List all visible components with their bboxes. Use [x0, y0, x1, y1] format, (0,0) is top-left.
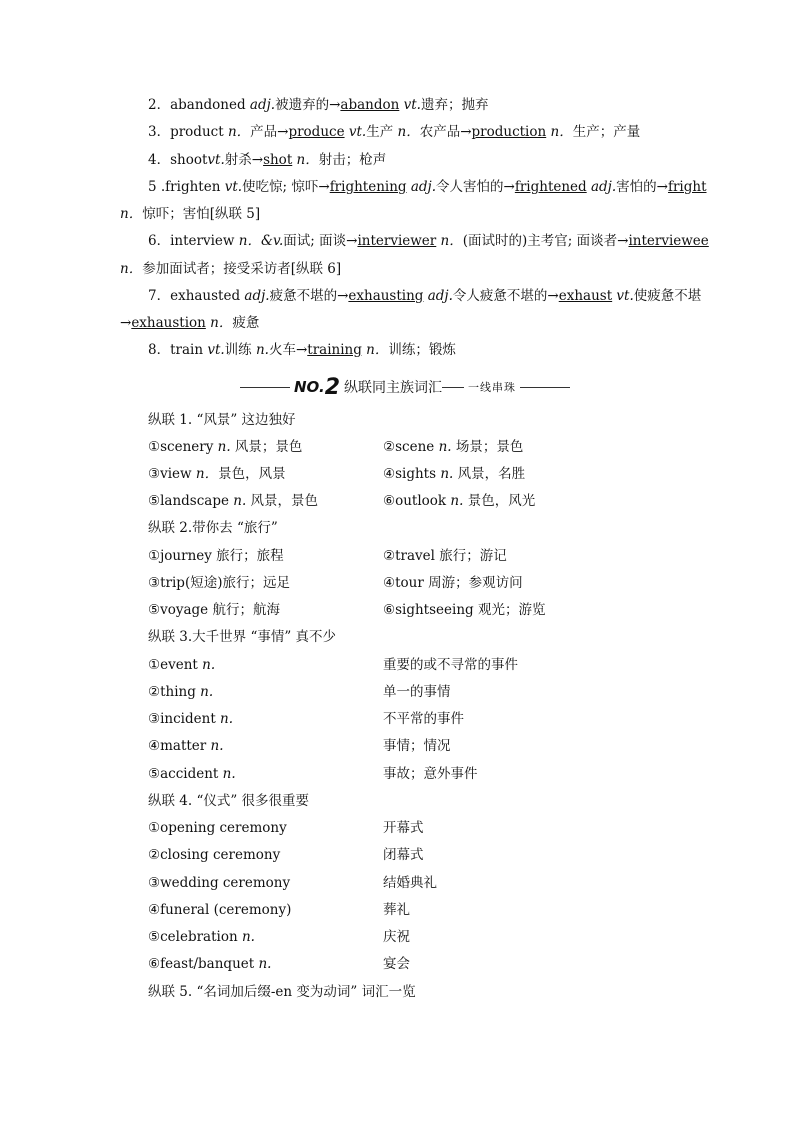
part-of-speech: n． [397, 124, 420, 140]
meaning: 训练；锻炼 [388, 342, 456, 358]
answer-word: exhausting [348, 288, 424, 304]
meaning: 射击；枪声 [318, 152, 387, 168]
meaning: 害怕的→ [616, 179, 668, 195]
part-of-speech: n． [546, 124, 573, 140]
answer-word: produce [288, 124, 345, 140]
answer-word: exhaust [558, 288, 613, 304]
table-row-term: ①opening ceremony [148, 820, 287, 836]
table-row-term: ②closing ceremony [148, 847, 281, 863]
item-text: 2．abandoned [148, 97, 250, 113]
vocab-item-6 [148, 231, 709, 251]
meaning: 生产；产量 [572, 124, 641, 140]
meaning: 疲惫 [232, 315, 260, 331]
part-of-speech: n． [120, 261, 143, 277]
part-of-speech: vt. [224, 179, 243, 195]
list-item: ⑤landscape n. 风景，景色 [148, 493, 319, 509]
part-of-speech: n． [227, 124, 251, 140]
table-row-meaning: 宴会 [383, 956, 410, 972]
answer-word: abandon [340, 97, 400, 113]
part-of-speech: vt. [207, 342, 225, 358]
group-title: 纵联 2.带你去 “旅行” [148, 520, 278, 536]
meaning: 参加面试者；接受采访者[纵联 6] [142, 261, 342, 277]
item-text: 7．exhausted [148, 288, 245, 304]
answer-word: fright [667, 179, 707, 195]
part-of-speech: vt. [612, 288, 634, 304]
banner-rule-right [520, 387, 570, 388]
list-item: ⑤voyage 航行；航海 [148, 602, 280, 618]
item-text: 6．interview [148, 233, 239, 249]
table-row-meaning: 重要的或不寻常的事件 [383, 657, 518, 673]
item-text: 3．product [148, 124, 228, 140]
part-of-speech: n. [255, 342, 269, 358]
table-row-meaning: 事故；意外事件 [383, 766, 478, 782]
group-title: 纵联 3.大千世界 “事情” 真不少 [148, 629, 337, 645]
vocab-item-8 [148, 340, 456, 360]
arrow: → [120, 315, 132, 331]
answer-word: frightening [329, 179, 407, 195]
list-item: ①scenery n. 风景；景色 [148, 439, 303, 455]
table-row-meaning: 事情；情况 [383, 738, 451, 754]
meaning: 产品→ [250, 124, 289, 140]
answer-word: interviewer [357, 233, 437, 249]
meaning: 生产 [366, 124, 398, 140]
banner-number: 2 [324, 374, 340, 400]
table-row-meaning: 不平常的事件 [383, 711, 464, 727]
answer-word: training [307, 342, 362, 358]
meaning: 令人疲惫不堪的→ [452, 288, 559, 304]
list-item: ②scene n. 场景；景色 [383, 439, 524, 455]
vocab-item-3 [148, 122, 640, 142]
vocab-item-2 [148, 95, 488, 115]
table-row-term: ④funeral (ceremony) [148, 902, 292, 918]
meaning: 使吃惊; 惊吓→ [242, 179, 330, 195]
item-text: 4．shoot [148, 152, 208, 168]
banner-title: 纵联同主族词汇 [344, 380, 442, 396]
item-text: 8．train [148, 342, 208, 358]
meaning: 使疲惫不堪 [633, 288, 702, 304]
meaning: 遗弃；抛弃 [420, 97, 489, 113]
table-row-meaning: 葬礼 [383, 902, 410, 918]
list-item: ②travel 旅行；游记 [383, 548, 507, 564]
meaning: 农产品→ [419, 124, 472, 140]
list-item: ③view n．景色，风景 [148, 466, 286, 482]
table-row-term: ①event n. [148, 657, 216, 673]
part-of-speech: n． [120, 206, 143, 222]
group-title: 纵联 1. “风景” 这边独好 [148, 412, 296, 428]
table-row-term: ②thing n. [148, 684, 214, 700]
answer-word: shot [263, 152, 293, 168]
part-of-speech: adj. [586, 179, 617, 195]
table-row-term: ⑤accident n. [148, 766, 236, 782]
table-row-meaning: 闭幕式 [383, 847, 424, 863]
table-row-term: ④matter n. [148, 738, 224, 754]
part-of-speech: vt. [344, 124, 367, 140]
meaning: 被遗弃的→ [275, 97, 341, 113]
banner-no: NO. [294, 378, 325, 396]
meaning: 惊吓；害怕[纵联 5] [142, 206, 261, 222]
group-title: 纵联 4. “仪式” 很多很重要 [148, 793, 310, 809]
part-of-speech: n． [205, 315, 233, 331]
vocab-item-7-cont [120, 313, 259, 333]
table-row-term: ③wedding ceremony [148, 875, 291, 891]
banner-rule-left [240, 387, 290, 388]
table-row-term: ⑥feast/banquet n. [148, 956, 272, 972]
meaning: (面试时的)主考官; 面谈者→ [462, 233, 629, 249]
part-of-speech: adj. [244, 288, 270, 304]
vocab-item-4 [148, 150, 386, 170]
meaning: 射杀→ [224, 152, 264, 168]
table-row-meaning: 庆祝 [383, 929, 410, 945]
meaning: 面试; 面谈→ [283, 233, 358, 249]
answer-word: interviewee [628, 233, 709, 249]
meaning: 疲惫不堪的→ [269, 288, 349, 304]
table-row-term: ⑤celebration n. [148, 929, 255, 945]
part-of-speech: vt. [207, 152, 225, 168]
list-item: ⑥sightseeing 观光；游览 [383, 602, 546, 618]
table-row-meaning: 单一的事情 [383, 684, 451, 700]
group-title: 纵联 5. “名词加后缀-en 变为动词” 词汇一览 [148, 984, 416, 1000]
table-row-meaning: 开幕式 [383, 820, 424, 836]
list-item: ④tour 周游；参观访问 [383, 575, 523, 591]
list-item: ③trip(短途)旅行；远足 [148, 575, 290, 591]
part-of-speech: vt. [399, 97, 421, 113]
part-of-speech: adj. [249, 97, 276, 113]
part-of-speech: n． [436, 233, 463, 249]
list-item: ⑥outlook n. 景色，风光 [383, 493, 536, 509]
answer-word: exhaustion [131, 315, 206, 331]
section-banner [240, 375, 570, 399]
vocab-item-5 [148, 177, 707, 197]
table-row-meaning: 结婚典礼 [383, 875, 437, 891]
vocab-item-5-cont [120, 204, 260, 224]
list-item: ④sights n. 风景，名胜 [383, 466, 526, 482]
answer-word: production [471, 124, 547, 140]
banner-rule-mid [442, 387, 464, 388]
table-row-term: ③incident n. [148, 711, 234, 727]
vocab-item-6-cont [120, 259, 341, 279]
item-text: 5 .frighten [148, 179, 225, 195]
meaning: 令人害怕的→ [436, 179, 515, 195]
part-of-speech: n． [361, 342, 389, 358]
meaning: 火车→ [268, 342, 308, 358]
part-of-speech: n．&v. [238, 233, 284, 249]
list-item: ①journey 旅行；旅程 [148, 548, 284, 564]
answer-word: frightened [514, 179, 587, 195]
part-of-speech: adj. [406, 179, 437, 195]
meaning: 训练 [224, 342, 256, 358]
part-of-speech: adj. [423, 288, 453, 304]
part-of-speech: n． [292, 152, 319, 168]
vocab-item-7 [148, 286, 701, 306]
banner-subtitle: 一线串珠 [468, 381, 516, 394]
